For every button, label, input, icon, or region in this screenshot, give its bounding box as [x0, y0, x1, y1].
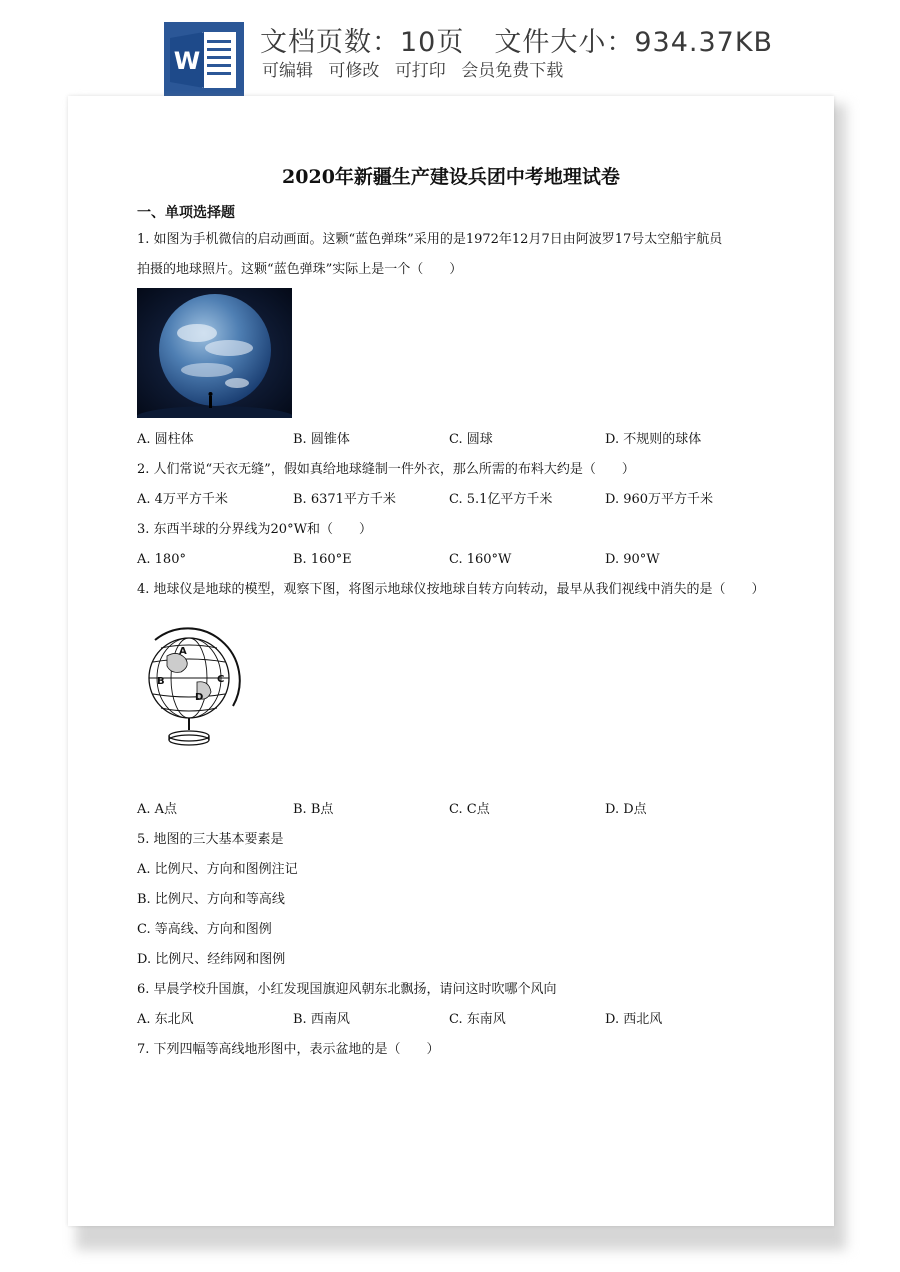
question-2-line-1: 2. 人们常说“天衣无缝”，假如真给地球缝制一件外衣，那么所需的布料大约是（ ）	[137, 462, 635, 477]
globe-label-d: D	[195, 692, 204, 703]
q6-option-a: A. 东北风	[137, 1012, 194, 1027]
q5-option-d: D. 比例尺、经纬网和图例	[137, 952, 286, 967]
q4-option-b: B. B点	[293, 802, 334, 817]
q6-option-b: B. 西南风	[293, 1012, 350, 1027]
globe-figure-image	[137, 626, 247, 748]
question-4-line-1: 4. 地球仪是地球的模型，观察下图，将图示地球仪按地球自转方向转动，最早从我们视线中消失的是（ ）	[137, 582, 765, 597]
q3-option-b: B. 160°E	[293, 552, 352, 567]
globe-label-a: A	[179, 646, 187, 657]
q5-option-a: A. 比例尺、方向和图例注记	[137, 862, 298, 877]
globe-label-c: C	[217, 674, 225, 685]
svg-text:W: W	[173, 47, 201, 75]
q3-option-c: C. 160°W	[449, 552, 512, 567]
section-heading: 一、单项选择题	[137, 205, 235, 221]
q2-option-d: D. 960万平方千米	[605, 492, 714, 507]
document-title: 2020年新疆生产建设兵团中考地理试卷	[282, 166, 620, 188]
question-7-line-1: 7. 下列四幅等高线地形图中，表示盆地的是（ ）	[137, 1042, 440, 1057]
q5-option-c: C. 等高线、方向和图例	[137, 922, 272, 937]
feature-editable: 可编辑	[262, 61, 313, 81]
q2-option-a: A. 4万平方千米	[137, 492, 228, 507]
q3-option-a: A. 180°	[137, 552, 186, 567]
question-6-line-1: 6. 早晨学校升国旗，小红发现国旗迎风朝东北飘扬，请问这时吹哪个风向	[137, 982, 557, 997]
feature-member-download: 会员免费下载	[461, 61, 564, 81]
q2-option-b: B. 6371平方千米	[293, 492, 396, 507]
document-page	[68, 96, 834, 1226]
earth-photo-image	[137, 288, 292, 418]
word-document-icon	[164, 22, 244, 98]
page-count: 文档页数：10页	[260, 27, 465, 58]
q4-option-a: A. A点	[137, 802, 178, 817]
feature-list	[262, 56, 573, 81]
q3-option-d: D. 90°W	[605, 552, 660, 567]
q1-option-c: C. 圆球	[449, 432, 493, 447]
file-size: 文件大小：934.37KB	[494, 27, 774, 58]
q1-option-a: A. 圆柱体	[137, 432, 194, 447]
download-banner	[0, 0, 900, 100]
q1-option-d: D. 不规则的球体	[605, 432, 702, 447]
q5-option-b: B. 比例尺、方向和等高线	[137, 892, 285, 907]
question-5-line-1: 5. 地图的三大基本要素是	[137, 832, 284, 847]
q2-option-c: C. 5.1亿平方千米	[449, 492, 553, 507]
q6-option-c: C. 东南风	[449, 1012, 506, 1027]
question-3-line-1: 3. 东西半球的分界线为20°W和（ ）	[137, 522, 372, 537]
q6-option-d: D. 西北风	[605, 1012, 663, 1027]
file-info	[260, 20, 773, 59]
feature-printable: 可打印	[394, 61, 446, 81]
feature-modifiable: 可修改	[328, 61, 380, 81]
q4-option-d: D. D点	[605, 802, 647, 817]
question-1-line-2: 拍摄的地球照片。这颗“蓝色弹珠”实际上是一个（ ）	[137, 262, 463, 277]
q4-option-c: C. C点	[449, 802, 490, 817]
question-1-line-1: 1. 如图为手机微信的启动画面。这颗“蓝色弹珠”采用的是1972年12月7日由阿波罗17号太空船宇航员	[137, 232, 723, 247]
q1-option-b: B. 圆锥体	[293, 432, 350, 447]
globe-label-b: B	[157, 676, 165, 687]
